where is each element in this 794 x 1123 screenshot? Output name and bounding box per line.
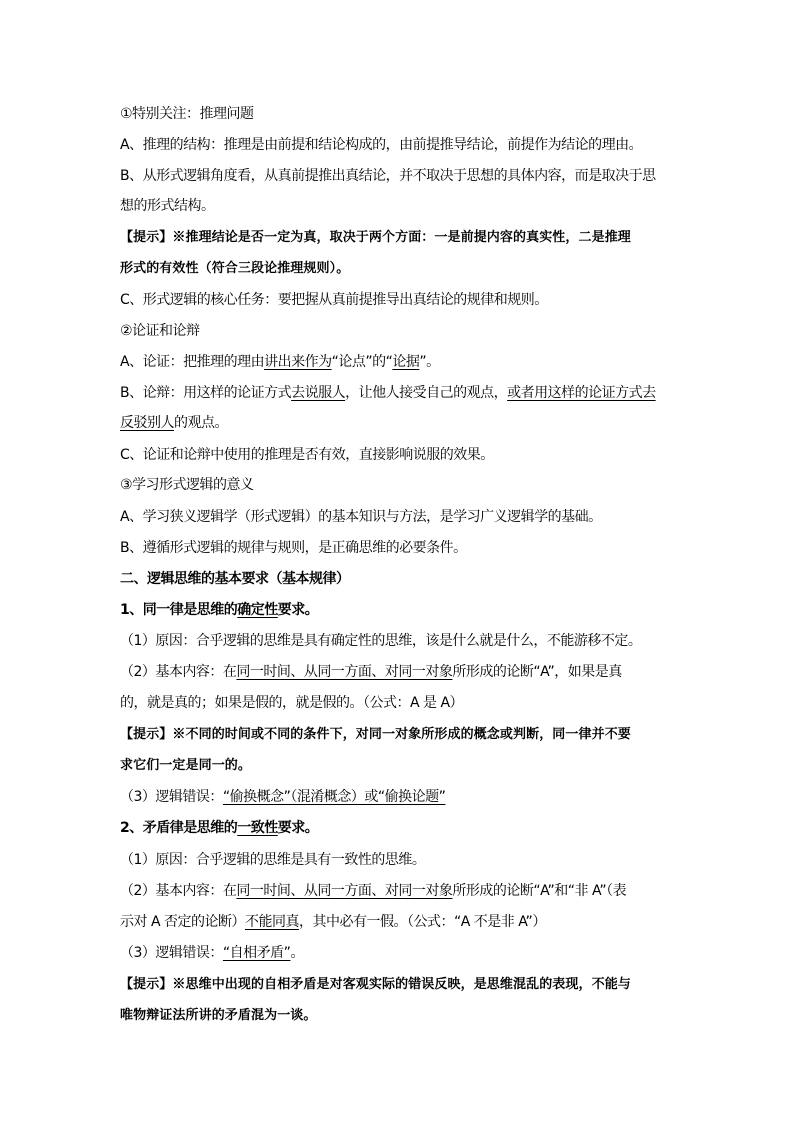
text-run: 要求。 [277, 602, 319, 618]
law-2-content-line2 [120, 912, 546, 932]
text-run: 1、同一律是思维的 [120, 602, 238, 618]
paragraph-s3-b: B、遵循形式逻辑的规律与规则，是正确思维的必要条件。 [120, 540, 467, 556]
tip-tag: 【提示】 [120, 230, 173, 245]
text-run: 的观点。 [174, 415, 228, 431]
text-run: 要求。 [277, 820, 319, 836]
tip-tag: 【提示】 [120, 727, 173, 742]
section-2-heading: ②论证和论辩 [120, 323, 200, 339]
underlined-text: 论据 [392, 354, 420, 370]
tip-law2-line2: 唯物辩证法所讲的矛盾混为一谈。 [120, 1008, 317, 1023]
text-run: ，让他人接受自己的观点， [345, 385, 508, 401]
text-run: ，其中必有一假。（公式：“A 不是非 A”） [298, 914, 546, 930]
text-run: （2）基本内容：在 [120, 664, 237, 680]
paragraph-s2-c: C、论证和论辩中使用的推理是否有效，直接影响说服的效果。 [120, 447, 494, 463]
law-2-reason: （1）原因：合乎逻辑的思维是具有一致性的思维。 [120, 852, 426, 868]
underlined-text: 不能同真 [244, 914, 299, 930]
underlined-text: “自相矛盾” [222, 945, 291, 961]
law-2-title [120, 818, 318, 838]
paragraph-s1-b-line1: B、从形式逻辑角度看，从真前提推出真结论，并不取决于思想的具体内容，而是取决于思 [120, 168, 656, 184]
section-1-heading: ①特别关注：推理问题 [120, 106, 254, 122]
part-2-heading: 二、逻辑思维的基本要求（基本规律） [120, 571, 350, 587]
tip-law2-line1 [120, 975, 631, 995]
text-run: （3）逻辑错误： [120, 789, 223, 805]
text-run: 所形成的论断“A”，如果是真 [452, 664, 622, 680]
paragraph-s2-b-line1 [120, 383, 656, 403]
paragraph-s1-c: C、形式逻辑的核心任务：要把握从真前提推导出真结论的规律和规则。 [120, 292, 548, 308]
law-1-error [120, 787, 445, 807]
tip-law1-line2: 求它们一定是同一的。 [120, 758, 252, 773]
text-run: A、论证：把推理的理由 [120, 354, 265, 370]
underlined-text: 去说服人 [291, 385, 346, 401]
law-1-reason: （1）原因：合乎逻辑的思维是具有确定性的思维，该是什么就是什么，不能游移不定。 [120, 633, 642, 649]
tip-law1-line1 [120, 725, 631, 745]
section-3-heading: ③学习形式逻辑的意义 [120, 477, 254, 493]
underlined-text: 反驳别人 [120, 415, 174, 431]
paragraph-s1-a: A、推理的结构：推理是由前提和结论构成的，由前提推导结论，前提作为结论的理由。 [120, 137, 643, 153]
paragraph-s2-a [120, 352, 440, 372]
text-run: B、论辩：用这样的论证方式 [120, 385, 292, 401]
law-1-title [120, 600, 318, 620]
tip-s1-line1 [120, 228, 631, 248]
law-1-content-line2: 的，就是真的；如果是假的，就是假的。（公式：A 是 A） [120, 695, 464, 711]
law-1-content-line1 [120, 662, 622, 682]
paragraph-s1-b-line2: 想的形式结构。 [120, 198, 215, 214]
underlined-text: 确定性 [237, 602, 278, 618]
text-run: （2）基本内容：在 [120, 883, 237, 899]
law-2-content-line1 [120, 881, 626, 901]
text-run: 示对 A 否定的论断） [120, 914, 245, 930]
paragraph-s3-a: A、学习狭义逻辑学（形式逻辑）的基本知识与方法，是学习广义逻辑学的基础。 [120, 509, 602, 525]
text-run: 2、矛盾律是思维的 [120, 820, 238, 836]
text-run: 。 [290, 945, 304, 961]
law-2-error [120, 943, 304, 963]
tip-text: ※不同的时间或不同的条件下，对同一对象所形成的概念或判断，同一律并不要 [172, 727, 631, 742]
text-run: （3）逻辑错误： [120, 945, 223, 961]
text-run: “论点”的“ [331, 354, 393, 370]
text-run: ”。 [419, 354, 440, 370]
underlined-text: 或者用这样的论证方式去 [507, 385, 656, 401]
underlined-text: 一致性 [237, 820, 278, 836]
underlined-text: 讲出来作为 [264, 354, 332, 370]
underlined-text: “偷换概念”（混淆概念）或“偷换论题” [222, 789, 446, 805]
paragraph-s2-b-line2 [120, 413, 228, 433]
tip-text: ※思维中出现的自相矛盾是对客观实际的错误反映，是思维混乱的表现，不能与 [172, 977, 631, 992]
tip-s1-line2: 形式的有效性（符合三段论推理规则）。 [120, 261, 350, 276]
underlined-text: 同一时间、从同一方面、对同一对象 [236, 664, 453, 680]
underlined-text: 同一时间、从同一方面、对同一对象 [236, 883, 453, 899]
text-run: 所形成的论断“A”和“非 A”（表 [452, 883, 627, 899]
tip-tag: 【提示】 [120, 977, 173, 992]
tip-text: ※推理结论是否一定为真，取决于两个方面：一是前提内容的真实性，二是推理 [172, 230, 631, 245]
